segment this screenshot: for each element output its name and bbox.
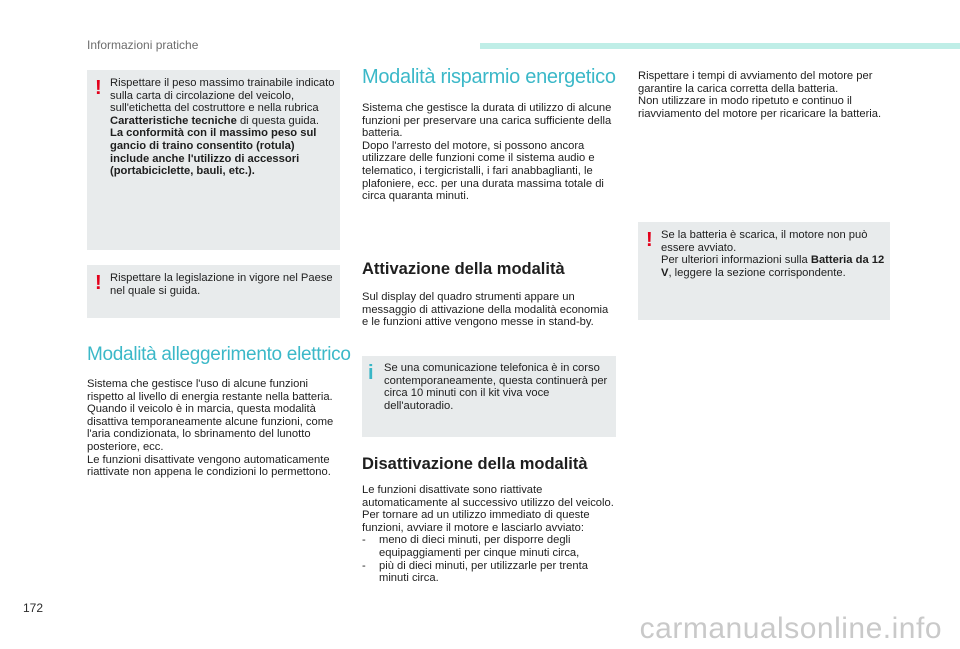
info-icon: i — [368, 362, 374, 384]
paragraph: Quando il veicolo è in marcia, questa modalità disattiva temporaneamente alcune funzioni, come l'aria condizionata, lo sbrinamento del lunotto posteriore, ecc. — [87, 403, 334, 453]
warning-box-legislation — [87, 265, 340, 318]
page-number: 172 — [23, 601, 44, 615]
bold-reference: Batteria da 12 V — [661, 254, 885, 279]
warning-text: Se la batteria è scarica, il motore non può essere avviato. — [661, 229, 868, 254]
paragraph: Sistema che gestisce l'uso di alcune funzioni rispetto al livello di energia restante nella batteria. — [87, 378, 333, 403]
paragraph: Le funzioni disattivate vengono automaticamente riattivate non appena le condizioni lo permettono. — [87, 453, 331, 479]
bold-reference: Caratteristiche tecniche — [110, 114, 237, 127]
list-item: - meno di dieci minuti, per disporre degli equipaggiamenti per cinque minuti circa, — [362, 534, 580, 559]
heading-deactivation: Disattivazione della modalità — [362, 455, 588, 473]
section-heading-energy-saving: Modalità risparmio energetico — [362, 66, 616, 88]
paragraph: Rispettare i tempi di avviamento del motore per garantire la carica corretta della batteria. — [638, 70, 873, 95]
warning-box-towing — [87, 70, 340, 250]
header-accent-bar — [480, 43, 960, 49]
heading-activation: Attivazione della modalità — [362, 260, 565, 278]
paragraph: Sul display del quadro strumenti appare un messaggio di attivazione della modalità economia e le funzioni attive vengono messe in stand-by. — [362, 291, 609, 329]
warning-box-battery — [638, 222, 890, 320]
list-item: - più di dieci minuti, per utilizzarle per trenta minuti circa. — [362, 559, 588, 585]
warning-text: Rispettare la legislazione in vigore nel Paese nel quale si guida. — [110, 272, 333, 297]
warning-icon: ! — [95, 77, 102, 99]
paragraph: Non utilizzare in modo ripetuto e continuo il riavviamento del motore per ricaricare la batteria. — [638, 95, 882, 120]
paragraph: Sistema che gestisce la durata di utilizzo di alcune funzioni per preservare una carica sufficiente della batteria. — [362, 102, 612, 140]
info-box-phone — [362, 356, 616, 437]
paragraph: Le funzioni disattivate sono riattivate automaticamente al successivo utilizzo del veicolo. — [362, 484, 614, 509]
header-section-title: Informazioni pratiche — [87, 38, 199, 52]
info-text: Se una comunicazione telefonica è in corso contemporaneamente, questa continuerà per circa 10 minuti con il kit viva voce dell'autoradio. — [384, 362, 608, 412]
warning-bold-statement: La conformità con il massimo peso sul gancio di traino consentito (rotula) include anche l'utilizzo di accessori (portabiciclette, bauli, etc.). — [110, 127, 317, 178]
warning-text: Rispettare il peso massimo trainabile indicato sulla carta di circolazione del veicolo, sull'etichetta del costruttore e nella rubrica Caratteristiche tecniche di questa guida. — [110, 77, 335, 127]
paragraph: Per tornare ad un utilizzo immediato di queste funzioni, avviare il motore e lasciarlo avviato: — [362, 509, 590, 534]
paragraph: Dopo l'arresto del motore, si possono ancora utilizzare delle funzioni come il sistema audio e telematico, i tergicristalli, i fari anabbaglianti, le plafoniere, ecc. per una durata massima totale di circa quaranta minuti. — [362, 139, 604, 203]
watermark: carmanualsonline.info — [639, 612, 942, 645]
warning-icon: ! — [646, 229, 653, 251]
section-heading-lightening: Modalità alleggerimento elettrico — [87, 344, 351, 365]
warning-icon: ! — [95, 272, 102, 294]
warning-text-ref: Per ulteriori informazioni sulla Batteria da 12 V, leggere la sezione corrispondente. — [661, 254, 885, 279]
